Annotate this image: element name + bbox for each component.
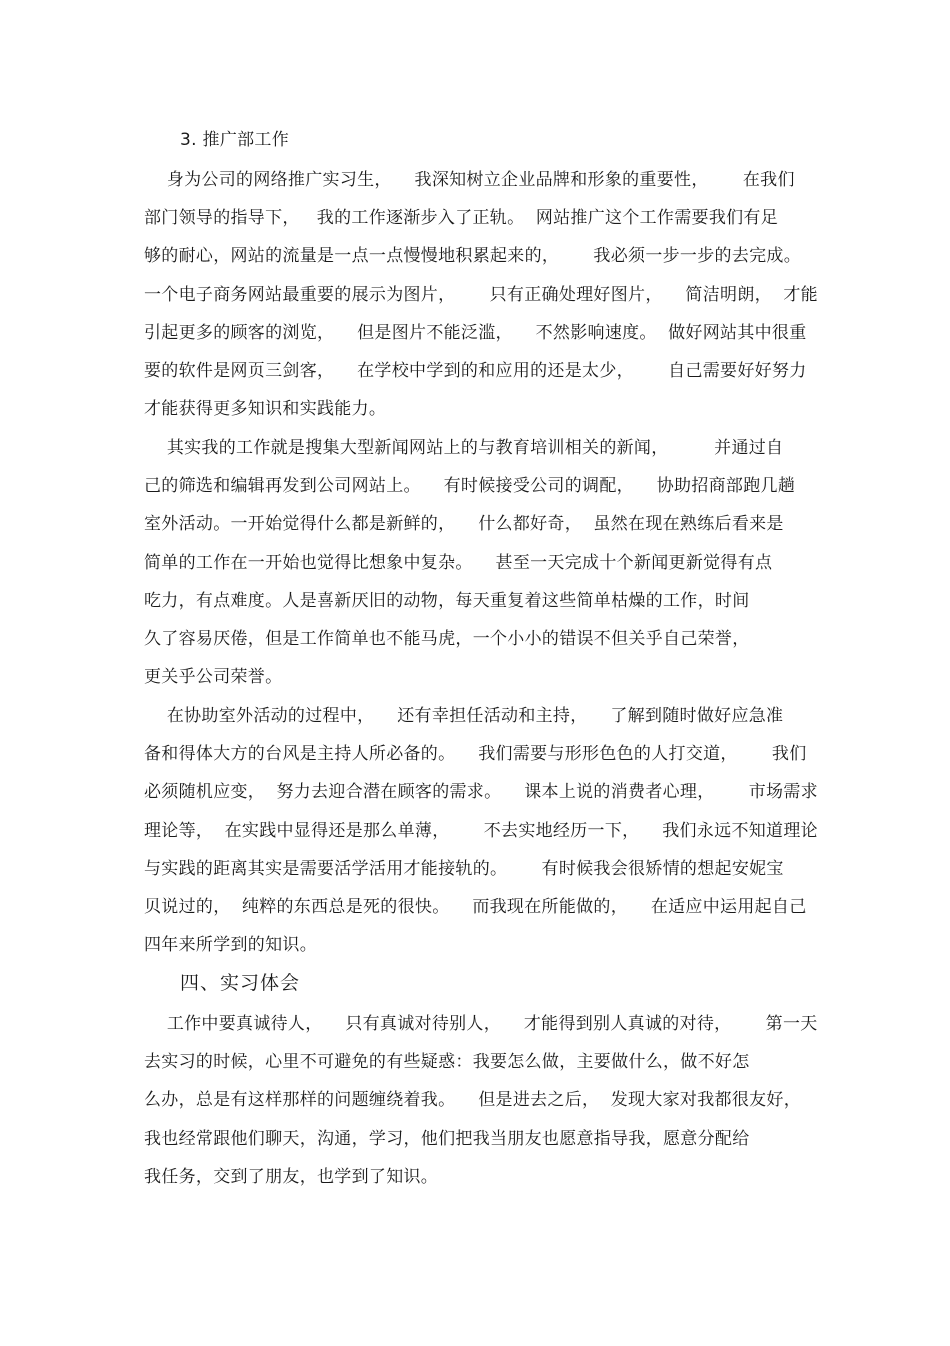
paragraph-line: 去实习的时候，心里不可避免的有些疑惑：我要怎么做，主要做什么，做不好怎 [144,1052,750,1072]
paragraph-line: 简单的工作在一开始也觉得比想象中复杂。 甚至一天完成十个新闻更新觉得有点 [144,553,773,573]
paragraph-line: 贝说过的， 纯粹的东西总是死的很快。 而我现在所能做的， 在适应中运用起自己 [144,897,807,917]
paragraph-line: 必须随机应变， 努力去迎合潜在顾客的需求。 课本上说的消费者心理， 市场需求 [144,782,818,802]
paragraph-line: 四年来所学到的知识。 [144,935,317,955]
paragraph-line: 引起更多的顾客的浏览， 但是图片不能泛滥， 不然影响速度。 做好网站其中很重 [144,323,807,343]
paragraph-line: 么办，总是有这样那样的问题缠绕着我。 但是进去之后， 发现大家对我都很友好， [144,1090,802,1110]
paragraph-line: 才能获得更多知识和实践能力。 [144,399,387,419]
paragraph-line: 我任务，交到了朋友，也学到了知识。 [144,1167,439,1187]
paragraph-line: 与实践的距离其实是需要活学活用才能接轨的。 有时候我会很矫情的想起安妮宝 [144,859,784,879]
paragraph-line: 我也经常跟他们聊天，沟通，学习，他们把我当朋友也愿意指导我，愿意分配给 [144,1129,750,1149]
section-3-heading: 3. 推广部工作 [180,130,290,150]
paragraph-line: 己的筛选和编辑再发到公司网站上。 有时候接受公司的调配， 协助招商部跑几趟 [144,476,796,496]
paragraph-line: 理论等， 在实践中显得还是那么单薄， 不去实地经历一下， 我们永远不知道理论 [144,821,818,841]
paragraph-line: 备和得体大方的台风是主持人所必备的。 我们需要与形形色色的人打交道， 我们 [144,744,807,764]
paragraph-line: 要的软件是网页三剑客， 在学校中学到的和应用的还是太少， 自己需要好好努力 [144,361,807,381]
paragraph-line: 一个电子商务网站最重要的展示为图片， 只有正确处理好图片， 简洁明朗， 才能 [144,285,818,305]
paragraph-line: 久了容易厌倦，但是工作简单也不能马虎，一个小小的错误不但关乎自己荣誉， [144,629,750,649]
paragraph-line: 身为公司的网络推广实习生， 我深知树立企业品牌和形象的重要性， 在我们 [144,170,795,190]
paragraph-line: 工作中要真诚待人， 只有真诚对待别人， 才能得到别人真诚的对待， 第一天 [144,1014,818,1034]
paragraph-line: 更关乎公司荣誉。 [144,667,283,687]
paragraph-line: 部门领导的指导下， 我的工作逐渐步入了正轨。 网站推广这个工作需要我们有足 [144,208,779,228]
section-4-heading: 四、实习体会 [180,972,301,994]
paragraph-line: 吃力，有点难度。人是喜新厌旧的动物，每天重复着这些简单枯燥的工作，时间 [144,591,750,611]
paragraph-line: 室外活动。一开始觉得什么都是新鲜的， 什么都好奇， 虽然在现在熟练后看来是 [144,514,784,534]
paragraph-line: 够的耐心，网站的流量是一点一点慢慢地积累起来的， 我必须一步一步的去完成。 [144,246,802,266]
paragraph-line: 在协助室外活动的过程中， 还有幸担任活动和主持， 了解到随时做好应急准 [144,706,784,726]
paragraph-line: 其实我的工作就是搜集大型新闻网站上的与教育培训相关的新闻， 并通过自 [144,438,784,458]
